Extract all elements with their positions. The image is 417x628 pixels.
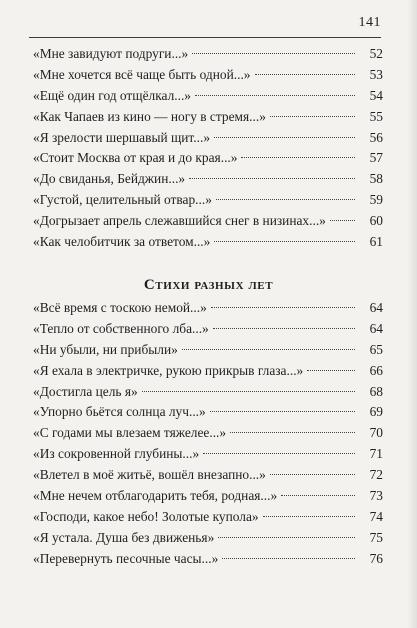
dot-leader bbox=[216, 199, 355, 200]
dot-leader bbox=[195, 95, 355, 96]
toc-entry-page: 71 bbox=[369, 446, 383, 462]
toc-entry bbox=[33, 444, 383, 465]
toc-entry-page: 68 bbox=[369, 383, 383, 399]
toc-entry-title: «Тепло от собственного лба...» bbox=[33, 320, 209, 336]
toc-entry-title: «Упорно бьётся солнца луч...» bbox=[33, 404, 206, 420]
toc-entry-page: 59 bbox=[369, 192, 383, 208]
page-number: 141 bbox=[358, 15, 381, 30]
dot-leader bbox=[281, 495, 355, 496]
toc-entry-page: 53 bbox=[369, 66, 383, 82]
dot-leader bbox=[189, 178, 355, 179]
toc-entry-title: «Густой, целительный отвар...» bbox=[33, 192, 212, 208]
toc-entry-title: «Я устала. Душа без движенья» bbox=[33, 529, 215, 545]
dot-leader bbox=[330, 220, 355, 221]
toc-entry-title: «Господи, какое небо! Золотые купола» bbox=[33, 508, 259, 524]
toc-entry-page: 54 bbox=[369, 87, 383, 103]
toc-entry bbox=[33, 148, 383, 169]
toc-entry-title: «Мне завидуют подруги...» bbox=[33, 46, 189, 61]
section-heading: Стихи разных лет bbox=[143, 277, 274, 293]
dot-leader bbox=[213, 328, 355, 329]
toc-entry-page: 75 bbox=[369, 529, 383, 545]
toc-entry bbox=[33, 232, 383, 253]
dot-leader bbox=[210, 411, 355, 412]
dot-leader bbox=[203, 453, 355, 454]
toc-entry-title: «Мне хочется всё чаще быть одной...» bbox=[33, 66, 251, 82]
page-edge-shadow bbox=[407, 0, 417, 628]
toc-entry-title: «Всё время с тоскою немой...» bbox=[33, 300, 207, 315]
toc-entry-page: 70 bbox=[369, 425, 383, 441]
toc-entry-title: «Я ехала в электричке, рукою прикрыв глаза...» bbox=[33, 362, 304, 378]
toc-entry-page: 64 bbox=[369, 320, 383, 336]
toc-list-after bbox=[33, 298, 383, 570]
toc-entry-title: «Перевернуть песочные часы...» bbox=[33, 550, 219, 566]
dot-leader bbox=[214, 137, 355, 138]
toc-entry-title: «С годами мы влезаем тяжелее...» bbox=[33, 425, 227, 441]
toc-entry-title: «Я зрелости шершавый щит...» bbox=[33, 129, 211, 145]
toc-entry bbox=[33, 128, 383, 149]
toc-entry bbox=[33, 549, 383, 570]
toc-entry-title: «Достигла цель я» bbox=[33, 383, 138, 399]
toc-entry-title: «Как челобитчик за ответом...» bbox=[33, 234, 211, 250]
toc-entry-page: 57 bbox=[369, 150, 383, 166]
toc-entry bbox=[33, 507, 383, 528]
toc-entry bbox=[33, 361, 383, 382]
toc-entry-page: 74 bbox=[369, 508, 383, 524]
toc-entry bbox=[33, 44, 383, 65]
dot-leader bbox=[218, 537, 355, 538]
dot-leader bbox=[255, 74, 356, 75]
dot-leader bbox=[270, 474, 355, 475]
toc-entry-title: «Как Чапаев из кино — ногу в стремя...» bbox=[33, 108, 266, 124]
dot-leader bbox=[270, 116, 355, 117]
dot-leader bbox=[222, 558, 355, 559]
dot-leader bbox=[230, 432, 355, 433]
toc-entry bbox=[33, 190, 383, 211]
toc-entry-page: 55 bbox=[369, 108, 383, 124]
dot-leader bbox=[211, 307, 355, 308]
dot-leader bbox=[263, 516, 355, 517]
toc-entry bbox=[33, 298, 383, 319]
dot-leader bbox=[182, 349, 355, 350]
toc-entry-page: 52 bbox=[369, 46, 383, 61]
toc-entry-page: 64 bbox=[369, 300, 383, 315]
toc-entry bbox=[33, 107, 383, 128]
toc-entry bbox=[33, 382, 383, 403]
toc-entry-title: «Из сокровенной глубины...» bbox=[33, 446, 200, 462]
toc-entry-title: «До свиданья, Бейджин...» bbox=[33, 171, 186, 187]
toc-entry bbox=[33, 319, 383, 340]
toc-entry-page: 73 bbox=[369, 488, 383, 504]
toc-entry bbox=[33, 465, 383, 486]
header-rule bbox=[29, 37, 381, 38]
toc-entry bbox=[33, 402, 383, 423]
toc-entry-page: 56 bbox=[369, 129, 383, 145]
toc-entry-page: 76 bbox=[369, 550, 383, 566]
toc-entry-title: «Догрызает апрель слежавшийся снег в низинах...» bbox=[33, 213, 326, 229]
dot-leader bbox=[307, 370, 355, 371]
toc-entry-page: 69 bbox=[369, 404, 383, 420]
toc-entry-page: 58 bbox=[369, 171, 383, 187]
dot-leader bbox=[142, 391, 355, 392]
toc-entry bbox=[33, 340, 383, 361]
toc-entry-title: «Ещё один год отщёлкал...» bbox=[33, 87, 191, 103]
toc-entry-title: «Влетел в моё житьё, вошёл внезапно...» bbox=[33, 467, 266, 483]
toc-entry bbox=[33, 169, 383, 190]
dot-leader bbox=[241, 157, 355, 158]
dot-leader bbox=[192, 53, 355, 54]
toc-list-before bbox=[33, 44, 383, 253]
toc-entry bbox=[33, 86, 383, 107]
toc-entry-page: 60 bbox=[369, 213, 383, 229]
toc-entry-title: «Ни убыли, ни прибыли» bbox=[33, 341, 178, 357]
toc-entry-page: 61 bbox=[369, 234, 383, 250]
toc-entry bbox=[33, 65, 383, 86]
toc-entry-title: «Стоит Москва от края и до края...» bbox=[33, 150, 238, 166]
toc-entry-title: «Мне нечем отблагодарить тебя, родная...» bbox=[33, 488, 278, 504]
toc-entry bbox=[33, 528, 383, 549]
toc-entry-page: 65 bbox=[369, 341, 383, 357]
toc-entry bbox=[33, 211, 383, 232]
toc-entry-page: 66 bbox=[369, 362, 383, 378]
toc-entry-page: 72 bbox=[369, 467, 383, 483]
toc-entry bbox=[33, 423, 383, 444]
dot-leader bbox=[214, 241, 355, 242]
toc-entry bbox=[33, 486, 383, 507]
